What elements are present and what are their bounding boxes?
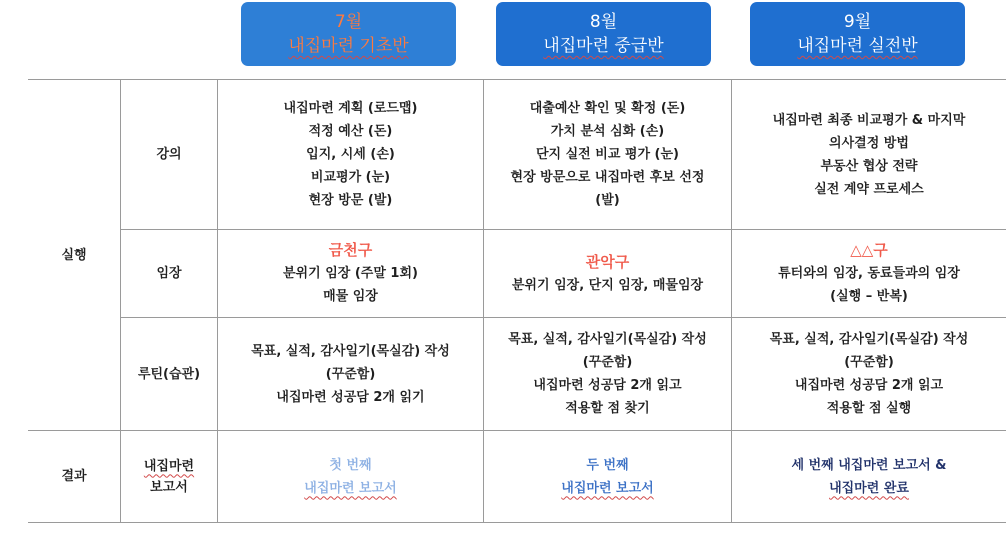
header-september [750,2,965,66]
header-july [241,2,456,66]
field-september: △△구 튜터와의 임장, 동료들과의 임장 (실행 – 반복) [778,241,960,304]
result-september: 세 번째 내집마련 보고서 & 내집마련 완료 [791,457,947,496]
field-area-september: △△구 [850,241,888,259]
row-label-routine: 루틴(습관) [137,366,201,382]
header-august-name: 내집마련 중급반 [543,36,664,56]
row-label-result: 결과 [61,469,87,484]
header-july-month: 7월 [334,12,363,32]
field-area-july: 금천구 [328,241,373,259]
result-august: 두 번째 내집마련 보고서 [561,457,654,496]
field-area-august: 관악구 [585,252,630,271]
header-september-month: 9월 [843,12,872,32]
row-label-field: 임장 [156,266,182,281]
routine-september: 목표, 실적, 감사일기(목실감) 작성 (꾸준함) 내집마련 성공담 2개 읽고 적용할 점 실행 [769,332,969,416]
row-label-lecture: 강의 [156,147,182,162]
header-september-name: 내집마련 실전반 [797,36,918,56]
result-july: 첫 번째 내집마련 보고서 [304,457,397,496]
row-label-execution: 실행 [61,247,87,263]
table-bottom-border [28,522,1006,523]
lecture-august: 대출예산 확인 및 확정 (돈) 가치 분석 심화 (손) 단지 실전 비교 평가 (눈) 현장 방문으로 내집마련 후보 선정 (발) [510,101,705,208]
lecture-july: 내집마련 계획 (로드맵) 적정 예산 (돈) 입지, 시세 (손) 비교평가 (눈) 현장 방문 (발) [283,101,418,208]
header-august-month: 8월 [589,12,618,32]
row-label-report: 내집마련 보고서 [143,458,195,495]
field-august: 관악구 분위기 임장, 단지 임장, 매물임장 [511,252,704,293]
routine-july: 목표, 실적, 감사일기(목실감) 작성 (꾸준함) 내집마련 성공담 2개 읽기 [251,343,450,405]
field-july: 금천구 분위기 임장 (주말 1회) 매물 임장 [283,241,418,304]
header-august [496,2,711,66]
header-july-name: 내집마련 기초반 [288,36,409,56]
lecture-september: 내집마련 최종 비교평가 & 마지막 의사결정 방법 부동산 협상 전략 실전 계약 프로세스 [772,112,966,197]
routine-august: 목표, 실적, 감사일기(목실감) 작성 (꾸준함) 내집마련 성공담 2개 읽고 적용할 점 찾기 [508,332,707,416]
